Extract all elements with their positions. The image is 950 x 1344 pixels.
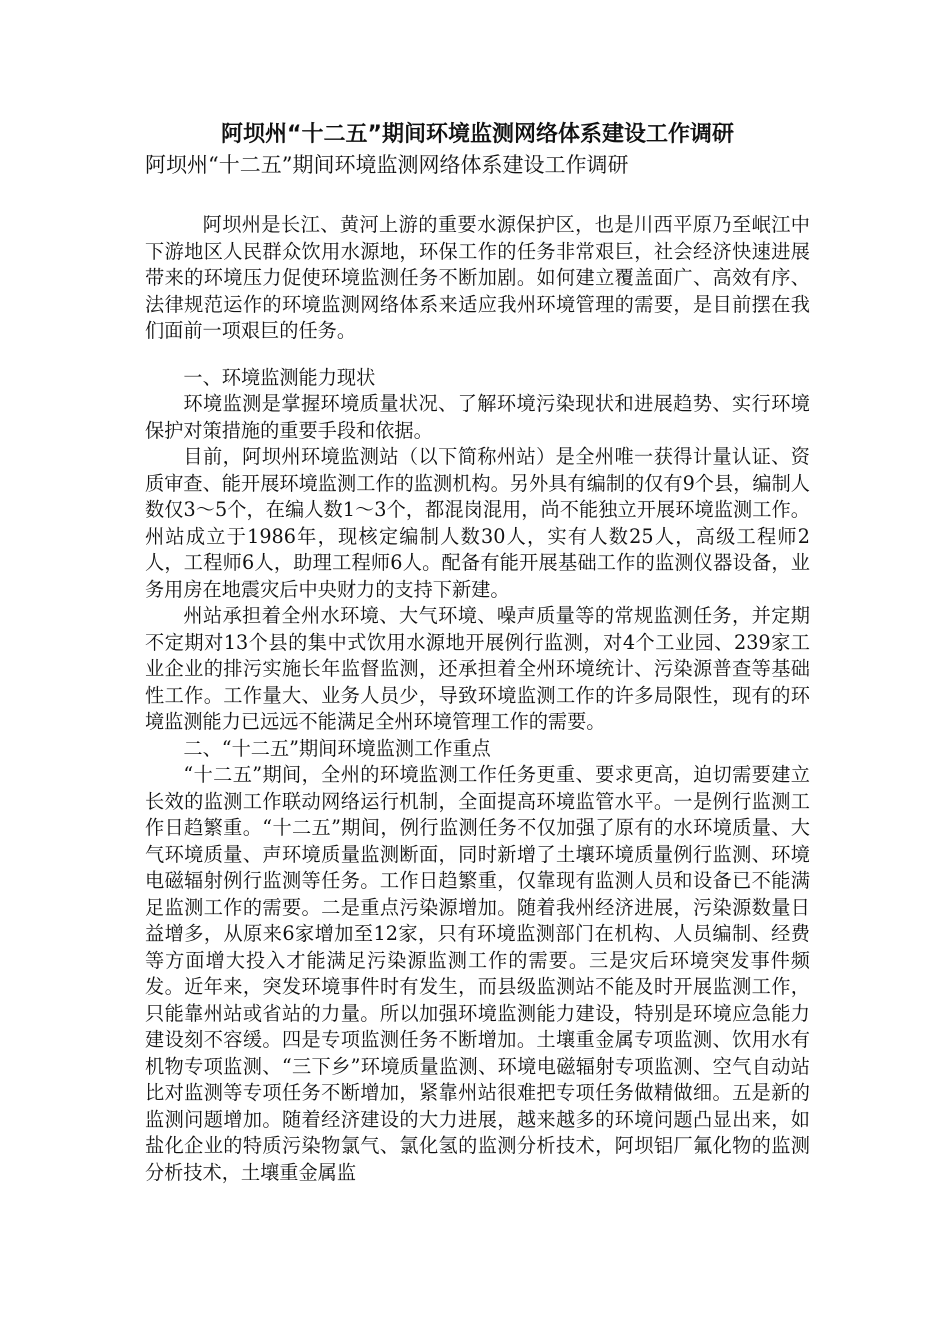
spacer	[145, 180, 810, 212]
section-1-paragraph-1: 环境监测是掌握环境质量状况、了解环境污染现状和进展趋势、实行环境保护对策措施的重要手段和依据。	[145, 392, 810, 442]
document-subtitle: 阿坝州“十二五”期间环境监测网络体系建设工作调研	[145, 153, 629, 177]
section-2-heading: 二、“十二五”期间环境监测工作重点	[183, 736, 491, 760]
section-1-paragraph-2: 目前，阿坝州环境监测站（以下简称州站）是全州唯一获得计量认证、资质审查、能开展环境监测工作的监测机构。另外具有编制的仅有9个县，编制人数仅3～5个，在编人数1～3个，都混岗混用，尚不能独立开展环境监测工作。州站成立于1986年，现核定编制人数30人，实有人数25人，高级工程师2人，工程师6人，助理工程师6人。配备有能开展基础工作的监测仪器设备，业务用房在地震灾后中央财力的支持下新建。	[145, 445, 810, 601]
document-body	[145, 120, 810, 1186]
section-1-heading: 一、环境监测能力现状	[183, 365, 376, 389]
intro-paragraph: 阿坝州是长江、黄河上游的重要水源保护区，也是川西平原乃至岷江中下游地区人民群众饮用水源地，环保工作的任务非常艰巨，社会经济快速进展带来的环境压力促使环境监测任务不断加剧。如何建立覆盖面广、高效有序、法律规范运作的环境监测网络体系来适应我州环境管理的需要，是目前摆在我们面前一项艰巨的任务。	[145, 213, 810, 342]
document-title: 阿坝州“十二五”期间环境监测网络体系建设工作调研	[221, 122, 734, 147]
section-1-paragraph-3: 州站承担着全州水环境、大气环境、噪声质量等的常规监测任务，并定期不定期对13个县的集中式饮用水源地开展例行监测，对4个工业园、239家工业企业的排污实施长年监督监测，还承担着全州环境统计、污染源普查等基础性工作。工作量大、业务人员少，导致环境监测工作的许多局限性，现有的环境监测能力已远远不能满足全州环境管理工作的需要。	[145, 604, 810, 733]
section-2-paragraph-1: “十二五”期间，全州的环境监测工作任务更重、要求更高，迫切需要建立长效的监测工作联动网络运行机制，全面提高环境监管水平。一是例行监测工作日趋繁重。“十二五”期间，例行监测任务不仅加强了原有的水环境质量、大气环境质量、声环境质量监测断面，同时新增了土壤环境质量例行监测、环境电磁辐射例行监测等任务。工作日趋繁重，仅靠现有监测人员和设备已不能满足监测工作的需要。二是重点污染源增加。随着我州经济进展，污染源数量日益增多，从原来6家增加至12家，只有环境监测部门在机构、人员编制、经费等方面增大投入才能满足污染源监测工作的需要。三是灾后环境突发事件频发。近年来，突发环境事件时有发生，而县级监测站不能及时开展监测工作，只能靠州站或省站的力量。所以加强环境监测能力建设，特别是环境应急能力建设刻不容缓。四是专项监测任务不断增加。土壤重金属专项监测、饮用水有机物专项监测、“三下乡”环境质量监测、环境电磁辐射专项监测、空气自动站比对监测等专项任务不断增加，紧靠州站很难把专项任务做精做细。五是新的监测问题增加。随着经济建设的大力进展，越来越多的环境问题凸显出来，如盐化企业的特质污染物氯气、氯化氢的监测分析技术，阿坝铝厂氟化物的监测分析技术，土壤重金属监	[145, 763, 810, 1184]
